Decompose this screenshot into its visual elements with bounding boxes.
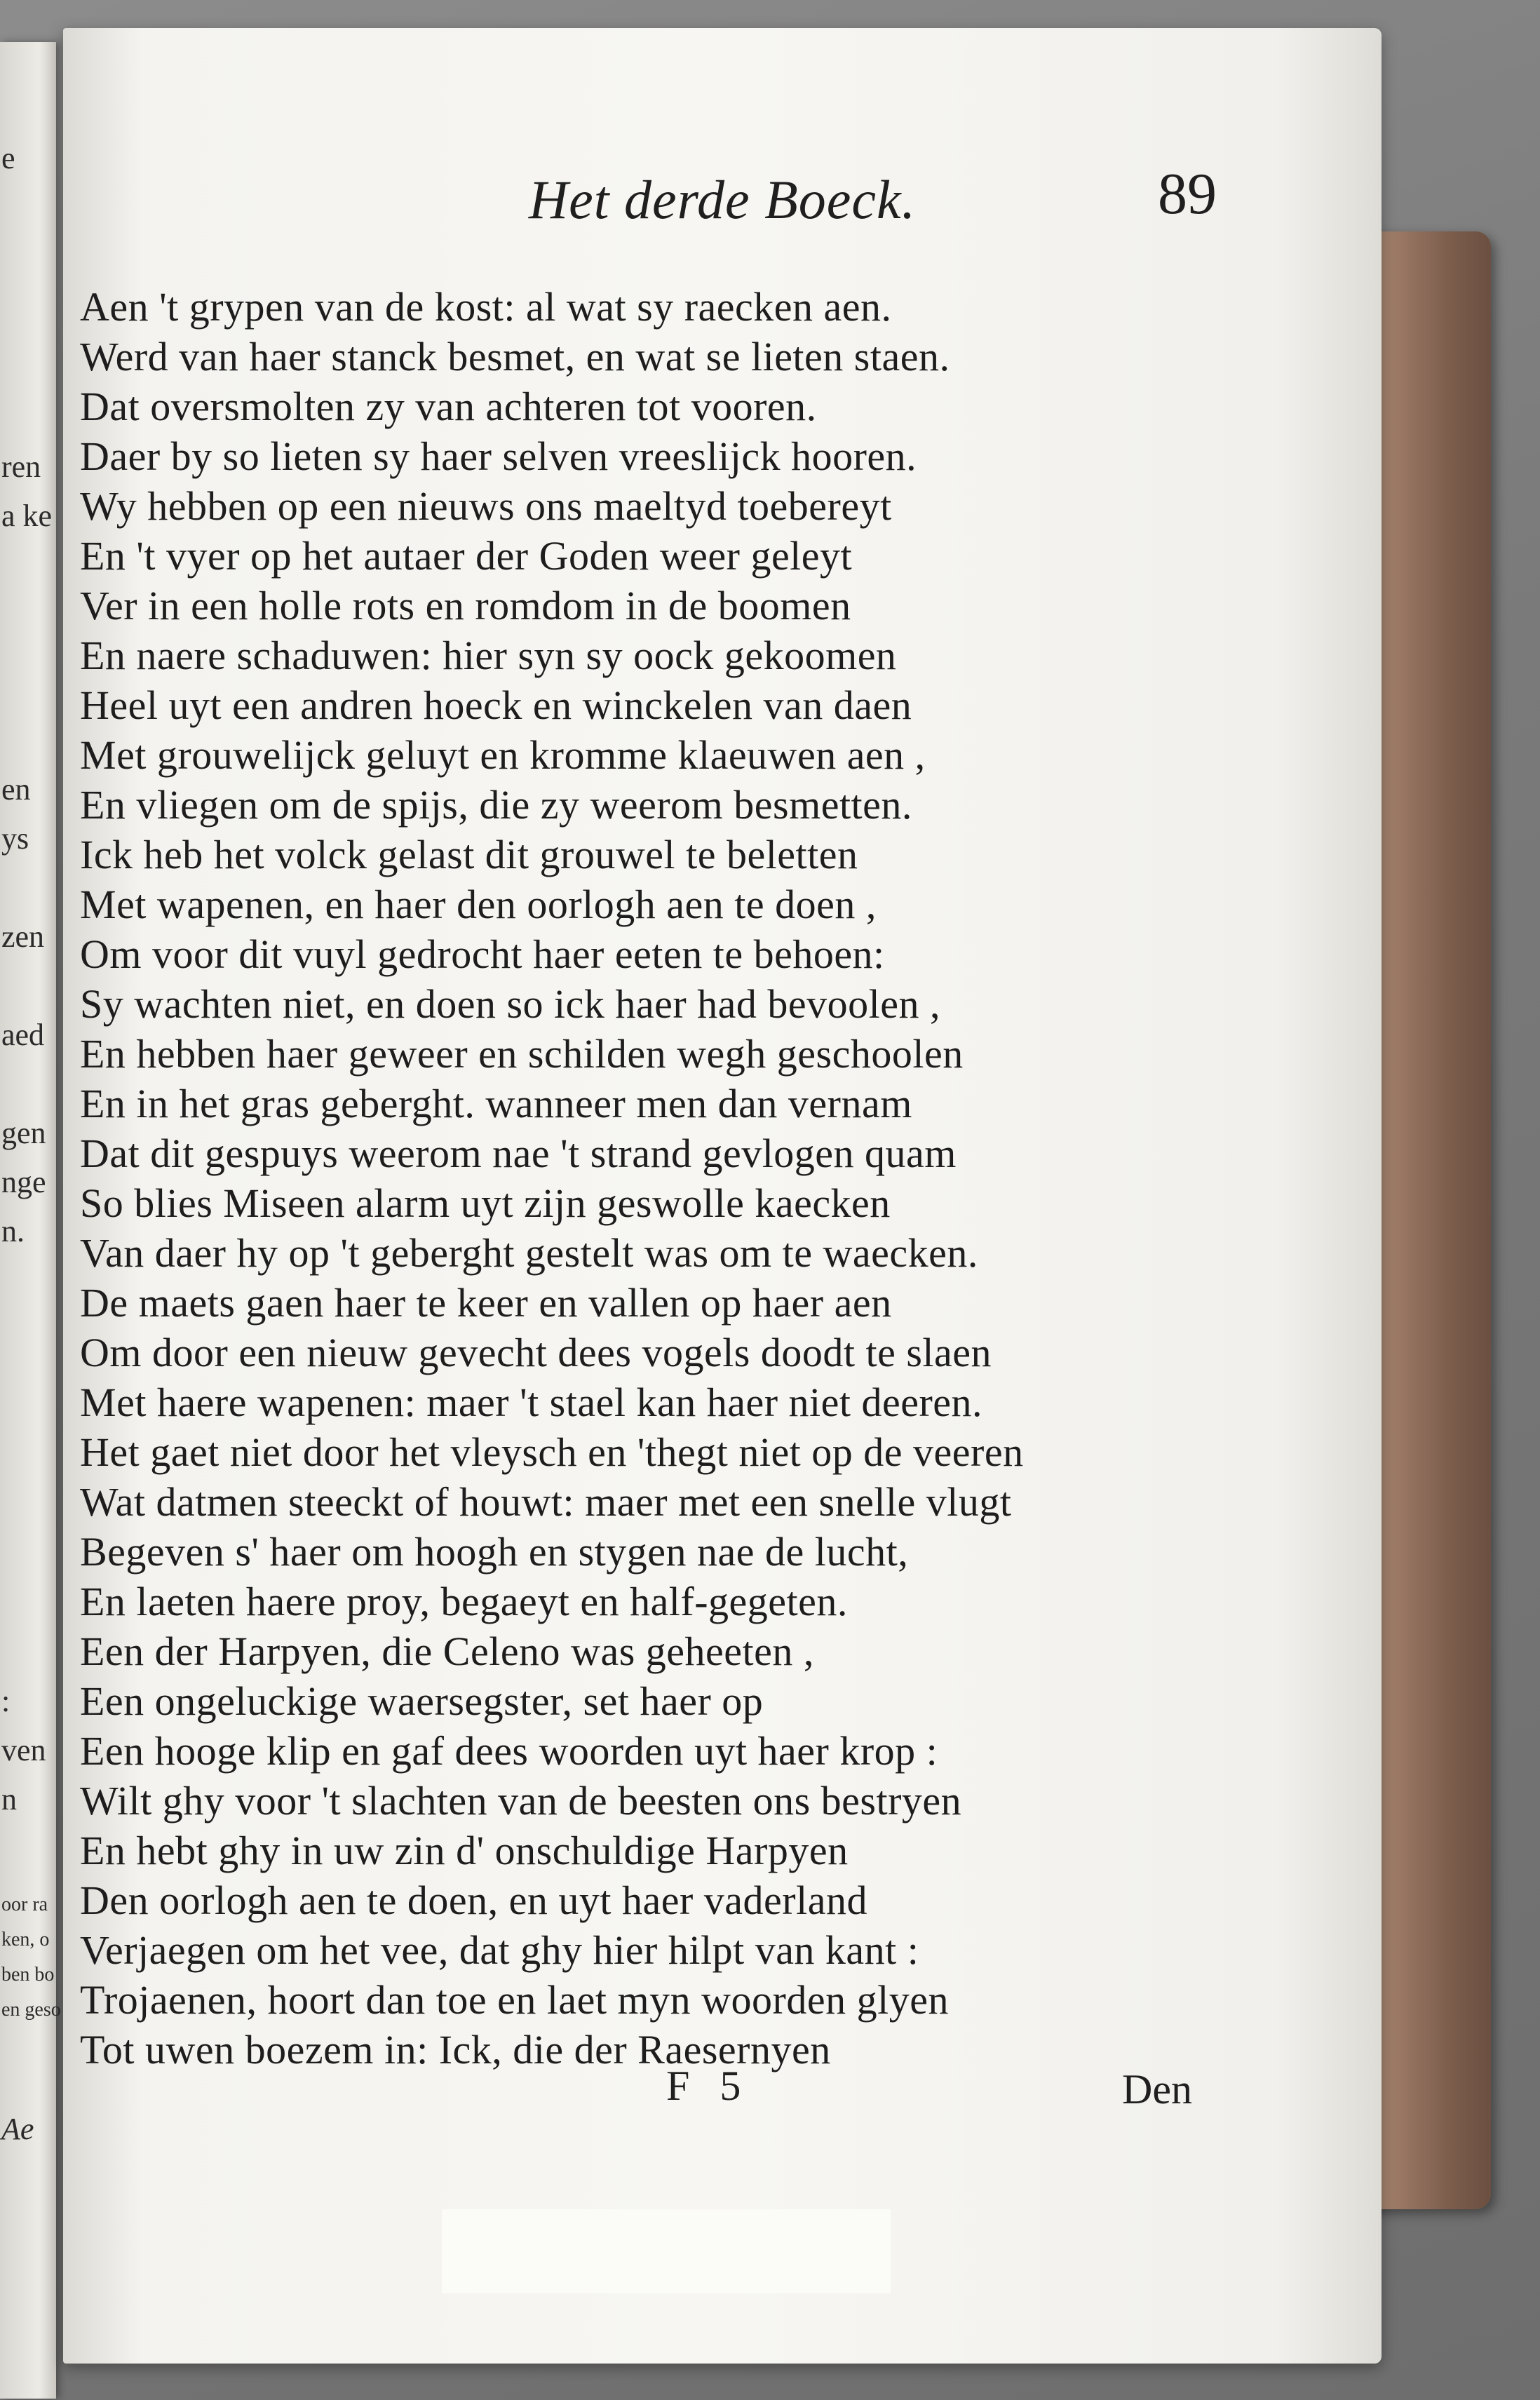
verse-line: Met grouwelijck geluyt en kromme klaeuwen aen , xyxy=(80,732,926,778)
left-page-fragment: gen xyxy=(1,1116,46,1150)
verse-line: En hebt ghy in uw zin d' onschuldige Harpyen xyxy=(80,1828,849,1873)
signature-mark: F 5 xyxy=(666,2063,751,2109)
left-page-fragment: ren xyxy=(1,450,41,484)
verse-line: En 't vyer op het autaer der Goden weer geleyt xyxy=(80,533,853,579)
verse-line: Een hooge klip en gaf dees woorden uyt haer krop : xyxy=(80,1728,938,1774)
verse-line: Om door een nieuw gevecht dees vogels doodt te slaen xyxy=(80,1330,992,1375)
verse-line: Een der Harpyen, die Celeno was geheeten , xyxy=(80,1629,814,1674)
left-page-fragment: aed xyxy=(1,1018,45,1052)
verse-line: Een ongeluckige waersegster, set haer op xyxy=(80,1678,764,1724)
paper-patch xyxy=(442,2209,891,2293)
left-page-fragment: ben bo xyxy=(1,1964,55,1986)
verse-line: Ick heb het volck gelast dit grouwel te beletten xyxy=(80,832,858,877)
left-page-fragment: Ae xyxy=(1,2112,34,2146)
verse-line: Dat dit gespuys weerom nae 't strand gevlogen quam xyxy=(80,1131,957,1176)
verse-line: Heel uyt een andren hoeck en winckelen van daen xyxy=(80,682,912,728)
left-page-fragment: a ke xyxy=(1,499,53,533)
running-head: Het derde Boeck. xyxy=(528,169,917,230)
verse-line: Met wapenen, en haer den oorlogh aen te doen , xyxy=(80,882,877,927)
verse-line: En laeten haere proy, begaeyt en half-gegeten. xyxy=(80,1579,848,1624)
verse-line: Trojaenen, hoort dan toe en laet myn woorden glyen xyxy=(80,1977,949,2023)
left-page-fragment: oor ra xyxy=(1,1894,48,1915)
left-page-fragment: nge xyxy=(1,1165,46,1199)
left-page-fragment: en geso xyxy=(1,1999,61,2021)
verse-line: Dat oversmolten zy van achteren tot vooren. xyxy=(80,384,817,429)
verse-line: Wy hebben op een nieuws ons maeltyd toebereyt xyxy=(80,483,892,529)
catchword: Den xyxy=(1122,2066,1192,2112)
left-page-fragment: e xyxy=(1,141,15,175)
verse-line: Aen 't grypen van de kost: al wat sy raecken aen. xyxy=(80,284,892,330)
verse-line: Den oorlogh aen te doen, en uyt haer vaderland xyxy=(80,1877,867,1923)
verse-line: Om voor dit vuyl gedrocht haer eeten te behoen: xyxy=(80,931,885,977)
verse-line: Van daer hy op 't geberght gestelt was om te waecken. xyxy=(80,1230,978,1276)
verse-line: Ver in een holle rots en romdom in de boomen xyxy=(80,583,851,628)
verse-line: Werd van haer stanck besmet, en wat se lieten staen. xyxy=(80,334,950,379)
verse-line: So blies Miseen alarm uyt zijn geswolle kaecken xyxy=(80,1180,891,1226)
left-page-edge xyxy=(0,42,61,2399)
left-page-fragment: n xyxy=(1,1782,17,1816)
verse-line: En vliegen om de spijs, die zy weerom besmetten. xyxy=(80,782,912,828)
verse-line: Wilt ghy voor 't slachten van de beesten ons bestryen xyxy=(80,1778,962,1823)
verse-text xyxy=(80,282,1314,2075)
left-page-fragment: ken, o xyxy=(1,1929,50,1950)
verse-line: Begeven s' haer om hoogh en stygen nae de lucht, xyxy=(80,1529,909,1575)
verse-line: Wat datmen steeckt of houwt: maer met een snelle vlugt xyxy=(80,1479,1012,1525)
left-page-fragment: n. xyxy=(1,1214,25,1248)
left-page-fragment: : xyxy=(1,1684,11,1718)
left-page-fragment: en xyxy=(1,772,31,807)
verse-line: Sy wachten niet, en doen so ick haer had bevoolen , xyxy=(80,981,941,1027)
verse-line: Verjaegen om het vee, dat ghy hier hilpt van kant : xyxy=(80,1927,919,1973)
verse-line: De maets gaen haer te keer en vallen op haer aen xyxy=(80,1280,892,1326)
left-page-fragment: ven xyxy=(1,1733,46,1767)
book-page xyxy=(63,28,1382,2364)
verse-line: En naere schaduwen: hier syn sy oock gekoomen xyxy=(80,633,897,678)
verse-line: Het gaet niet door het vleysch en 'thegt niet op de veeren xyxy=(80,1429,1024,1475)
verse-line: Met haere wapenen: maer 't stael kan haer niet deeren. xyxy=(80,1380,983,1425)
left-page-fragment: ys xyxy=(1,821,29,856)
verse-line: Tot uwen boezem in: Ick, die der Raesernyen xyxy=(80,2027,831,2072)
page-number: 89 xyxy=(1158,161,1217,227)
verse-line: En in het gras geberght. wanneer men dan vernam xyxy=(80,1081,912,1126)
verse-line: Daer by so lieten sy haer selven vreeslijck hooren. xyxy=(80,433,917,479)
verse-line: En hebben haer geweer en schilden wegh geschoolen xyxy=(80,1031,964,1077)
left-page-fragment: zen xyxy=(1,919,45,954)
